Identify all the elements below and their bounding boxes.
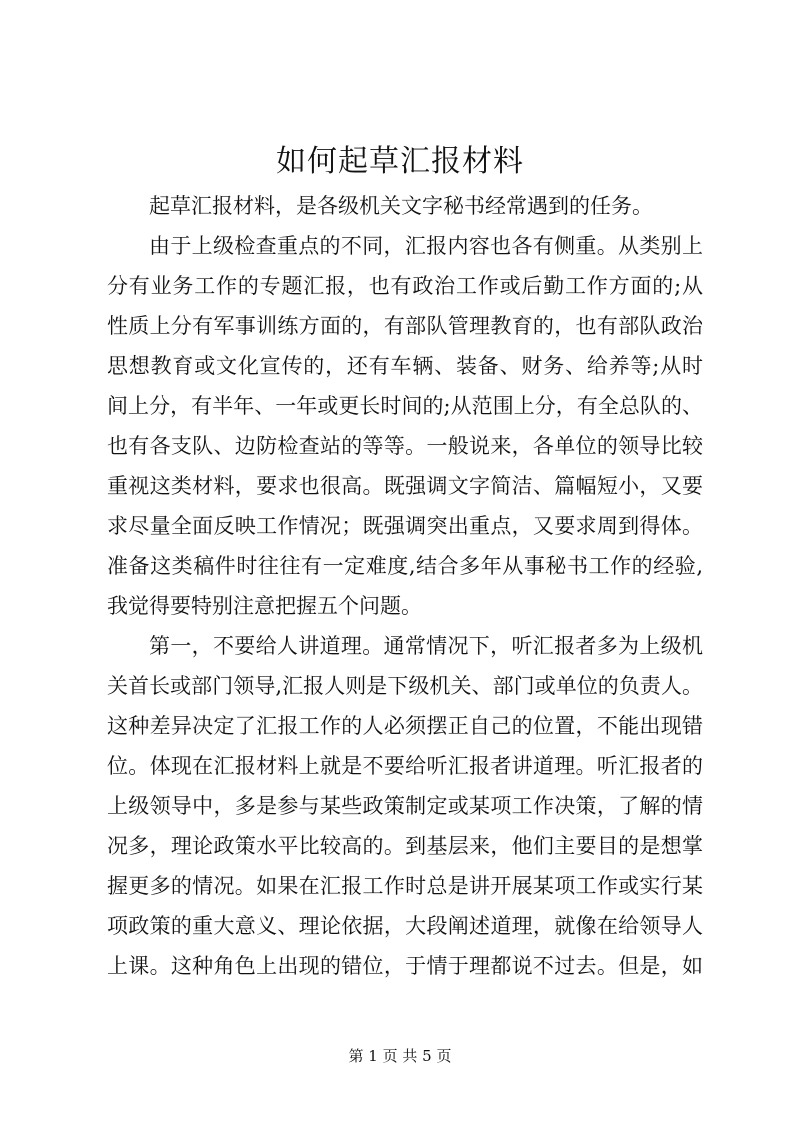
- body-line: 性质上分有军事训练方面的，有部队管理教育的，也有部队政治: [107, 314, 703, 338]
- body-line: 分有业务工作的专题汇报，也有政治工作或后勤工作方面的;从: [107, 274, 703, 298]
- body-line: 重视这类材料，要求也很高。既强调文字简洁、篇幅短小，又要: [107, 474, 703, 498]
- document-title: 如何起草汇报材料: [276, 144, 524, 179]
- body-line: 第一，不要给人讲道理。通常情况下，听汇报者多为上级机: [149, 634, 703, 658]
- body-line: 上课。这种角色上出现的错位，于情于理都说不过去。但是，如: [107, 954, 703, 978]
- body-line: 也有各支队、边防检查站的等等。一般说来，各单位的领导比较: [107, 434, 703, 458]
- body-line: 思想教育或文化宣传的，还有车辆、装备、财务、给养等;从时: [107, 354, 703, 378]
- body-line: 关首长或部门领导,汇报人则是下级机关、部门或单位的负责人。: [107, 674, 703, 698]
- body-line: 求尽量全面反映工作情况；既强调突出重点，又要求周到得体。: [107, 514, 703, 538]
- body-line: 位。体现在汇报材料上就是不要给听汇报者讲道理。听汇报者的: [107, 754, 703, 778]
- body-line: 准备这类稿件时往往有一定难度,结合多年从事秘书工作的经验,: [107, 554, 703, 578]
- body-line: 况多，理论政策水平比较高的。到基层来，他们主要目的是想掌: [107, 834, 703, 858]
- body-line: 起草汇报材料，是各级机关文字秘书经常遇到的任务。: [149, 194, 653, 218]
- body-line: 间上分，有半年、一年或更长时间的;从范围上分，有全总队的、: [107, 394, 703, 418]
- body-line: 上级领导中，多是参与某些政策制定或某项工作决策，了解的情: [107, 794, 703, 818]
- body-line: 握更多的情况。如果在汇报工作时总是讲开展某项工作或实行某: [107, 874, 703, 898]
- body-line: 我觉得要特别注意把握五个问题。: [107, 594, 422, 618]
- body-line: 项政策的重大意义、理论依据，大段阐述道理，就像在给领导人: [107, 914, 703, 938]
- page-footer: 第 1 页 共 5 页: [348, 1047, 452, 1065]
- body-line: 由于上级检查重点的不同，汇报内容也各有侧重。从类别上: [149, 234, 703, 258]
- document-body: [107, 186, 703, 986]
- body-line: 这种差异决定了汇报工作的人必须摆正自己的位置，不能出现错: [107, 714, 703, 738]
